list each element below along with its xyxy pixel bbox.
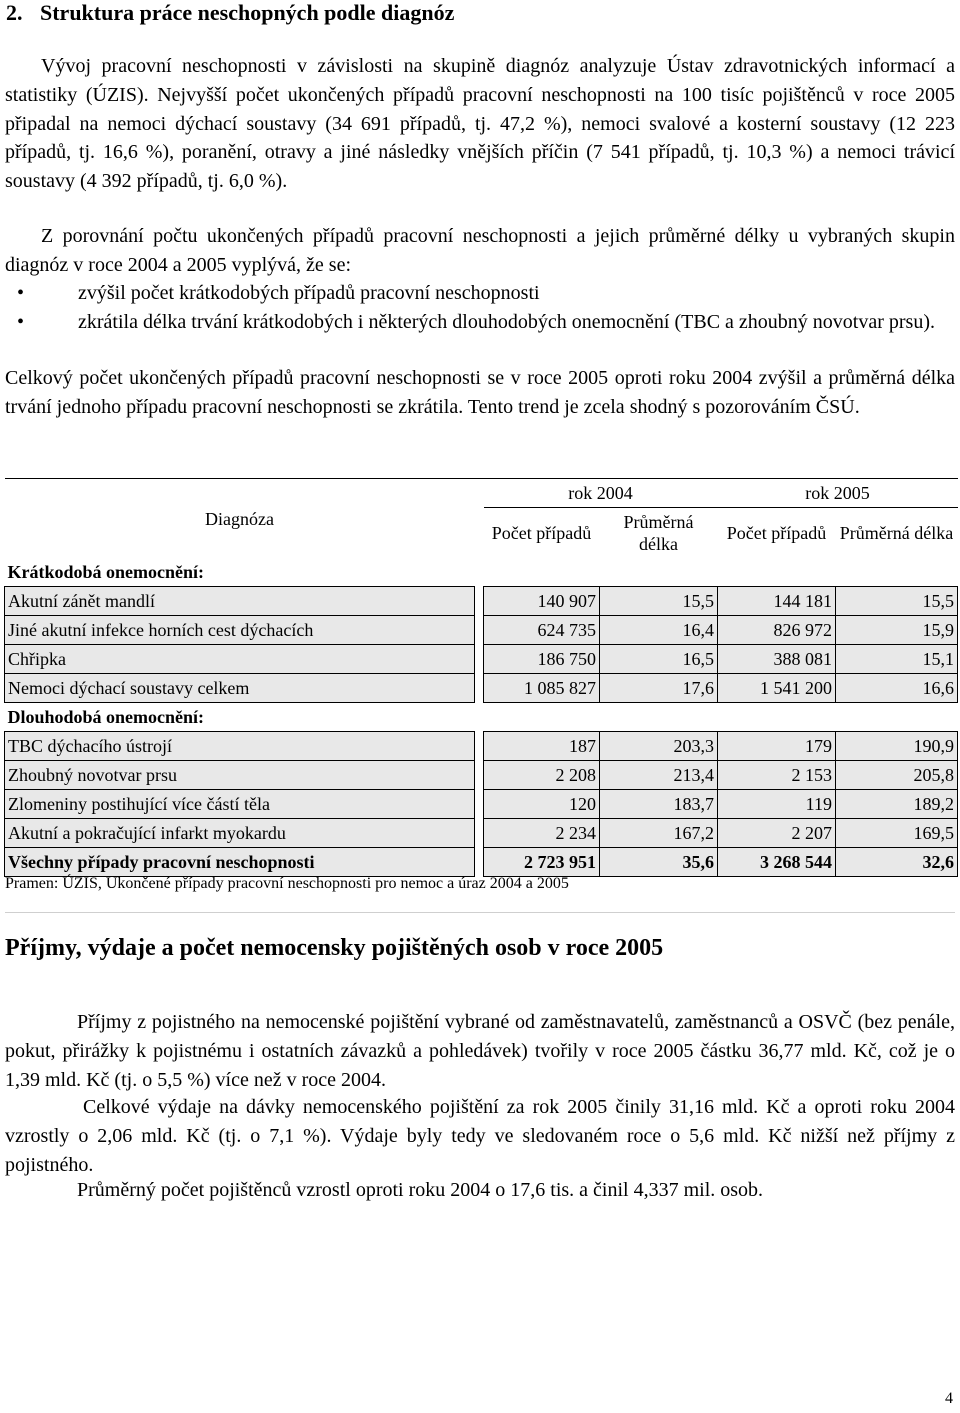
list-item [0, 279, 955, 308]
bullet-icon: • [17, 310, 25, 333]
table-row [5, 645, 958, 674]
divider [5, 912, 955, 913]
cell-diagnosis: Akutní a pokračující infarkt myokardu [5, 819, 475, 848]
group-row-long-term [5, 703, 958, 732]
cell-avg-2004: 203,3 [600, 732, 718, 761]
paragraph-summary: Celkový počet ukončených případů pracovní neschopnosti se v roce 2005 oproti roku 2004 zvýšil a průměrná délka trvání jednoho případu pracovní neschopnosti se zkrátila. Tento trend je zcela shodný s pozorováním ČSÚ. [5, 367, 955, 418]
table-row [5, 674, 958, 703]
cell-diagnosis: Chřipka [5, 645, 475, 674]
cell-count-2005: 144 181 [718, 587, 836, 616]
cell-diagnosis: Akutní zánět mandlí [5, 587, 475, 616]
cell-count-2004: 1 085 827 [484, 674, 600, 703]
column-header-avg-2005: Průměrná délka [839, 523, 954, 543]
cell-count-2005: 1 541 200 [718, 674, 836, 703]
paragraph-expenses: Celkové výdaje na dávky nemocenského pojištění za rok 2005 činily 31,16 mld. Kč a oproti roku 2004 vzrostly o 2,06 mld. Kč (tj. o 7,1 %). Výdaje byly tedy ve sledovaném roce o 5,6 mld. Kč nižší než příjmy z pojistného. [5, 1096, 955, 1176]
table-row [5, 761, 958, 790]
cell-avg-2004: 16,5 [600, 645, 718, 674]
table-row [5, 616, 958, 645]
cell-avg-2004: 35,6 [600, 848, 718, 877]
cell-avg-2004: 213,4 [600, 761, 718, 790]
table-row [5, 790, 958, 819]
list-item-text: zvýšil počet krátkodobých případů pracovní neschopnosti [78, 282, 540, 304]
cell-diagnosis: TBC dýchacího ústrojí [5, 732, 475, 761]
cell-diagnosis: Jiné akutní infekce horních cest dýchacích [5, 616, 475, 645]
cell-diagnosis: Zlomeniny postihující více částí těla [5, 790, 475, 819]
cell-avg-2005: 189,2 [836, 790, 958, 819]
table-row [5, 732, 958, 761]
group-label: Dlouhodobá onemocnění: [7, 707, 205, 727]
list-item [0, 308, 955, 337]
cell-count-2004: 120 [484, 790, 600, 819]
column-header-count-2004: Počet případů [491, 523, 592, 543]
cell-count-2005: 119 [718, 790, 836, 819]
column-header-count-2005: Počet případů [726, 523, 827, 543]
column-header-year-2005: rok 2005 [718, 479, 958, 508]
cell-count-2005: 179 [718, 732, 836, 761]
cell-count-2004: 187 [484, 732, 600, 761]
section2-heading: Příjmy, výdaje a počet nemocensky pojištěných osob v roce 2005 [5, 935, 664, 961]
group-row-short-term [5, 558, 958, 587]
column-header-diagnosis: Diagnóza [5, 479, 475, 559]
cell-avg-2005: 32,6 [836, 848, 958, 877]
group-label: Krátkodobá onemocnění: [7, 562, 205, 582]
paragraph-insured-count: Průměrný počet pojištěnců vzrostl oproti roku 2004 o 17,6 tis. a činil 4,337 mil. osob. [77, 1179, 764, 1201]
cell-count-2004: 624 735 [484, 616, 600, 645]
cell-count-2004: 140 907 [484, 587, 600, 616]
cell-diagnosis: Všechny případy pracovní neschopnosti [5, 848, 475, 877]
cell-diagnosis: Zhoubný novotvar prsu [5, 761, 475, 790]
table-source-note: Pramen: ÚZIS, Ukončené případy pracovní neschopnosti pro nemoc a úraz 2004 a 2005 [5, 875, 569, 892]
cell-avg-2005: 169,5 [836, 819, 958, 848]
paragraph-income: Příjmy z pojistného na nemocenské pojištění vybrané od zaměstnavatelů, zaměstnanců a OSVČ (bez penále, pokut, přirážky k pojistnému i ostatních závazků a pohledávek) tvořily v roce 2005 částku 36,77 mld. Kč, což je o 1,39 mld. Kč (tj. o 5,5 %) více než v roce 2004. [5, 1011, 955, 1091]
cell-avg-2005: 15,5 [836, 587, 958, 616]
section-title: Struktura práce neschopných podle diagnóz [40, 0, 455, 25]
cell-count-2005: 2 153 [718, 761, 836, 790]
cell-avg-2005: 15,9 [836, 616, 958, 645]
cell-avg-2005: 205,8 [836, 761, 958, 790]
cell-avg-2005: 190,9 [836, 732, 958, 761]
cell-count-2004: 186 750 [484, 645, 600, 674]
page-number: 4 [945, 1390, 953, 1407]
cell-avg-2005: 15,1 [836, 645, 958, 674]
cell-avg-2005: 16,6 [836, 674, 958, 703]
table-row [5, 587, 958, 616]
list-item-text: zkrátila délka trvání krátkodobých i některých dlouhodobých onemocnění (TBC a zhoubný novotvar prsu). [78, 310, 935, 333]
cell-diagnosis: Nemoci dýchací soustavy celkem [5, 674, 475, 703]
bullet-icon: • [17, 282, 25, 304]
paragraph-comparison-intro: Z porovnání počtu ukončených případů pracovní neschopnosti a jejich průměrné délky u vybraných skupin diagnóz v roce 2004 a 2005 vyplývá, že se: [5, 225, 955, 276]
cell-count-2004: 2 723 951 [484, 848, 600, 877]
cell-count-2005: 3 268 544 [718, 848, 836, 877]
cell-avg-2004: 167,2 [600, 819, 718, 848]
table-row-total [5, 848, 958, 877]
table-header-row-years [5, 479, 958, 508]
table-row [5, 819, 958, 848]
cell-avg-2004: 183,7 [600, 790, 718, 819]
column-header-avg-2004: Průměrná délka [623, 512, 694, 554]
section-heading [6, 0, 454, 26]
findings-list [0, 279, 955, 337]
section-number: 2. [6, 0, 23, 25]
cell-count-2004: 2 208 [484, 761, 600, 790]
cell-count-2005: 826 972 [718, 616, 836, 645]
cell-avg-2004: 17,6 [600, 674, 718, 703]
diagnosis-table [4, 478, 958, 877]
cell-avg-2004: 15,5 [600, 587, 718, 616]
cell-count-2005: 388 081 [718, 645, 836, 674]
paragraph-diagnosis-overview: Vývoj pracovní neschopnosti v závislosti na skupině diagnóz analyzuje Ústav zdravotnických informací a statistiky (ÚZIS). Nejvyšší počet ukončených případů pracovní neschopnosti na 100 tisíc pojištěnců v roce 2005 připadal na nemoci dýchací soustavy (34 691 případů, tj. 47,2 %), nemoci svalové a kosterní soustavy (12 223 případů, tj. 16,6 %), poranění, otravy a jiné následky vnějších příčin (7 541 případů, tj. 10,3 %) a nemoci trávicí soustavy (4 392 případů, tj. 6,0 %). [5, 55, 955, 193]
column-header-year-2004: rok 2004 [484, 479, 718, 508]
cell-avg-2004: 16,4 [600, 616, 718, 645]
cell-count-2005: 2 207 [718, 819, 836, 848]
cell-count-2004: 2 234 [484, 819, 600, 848]
